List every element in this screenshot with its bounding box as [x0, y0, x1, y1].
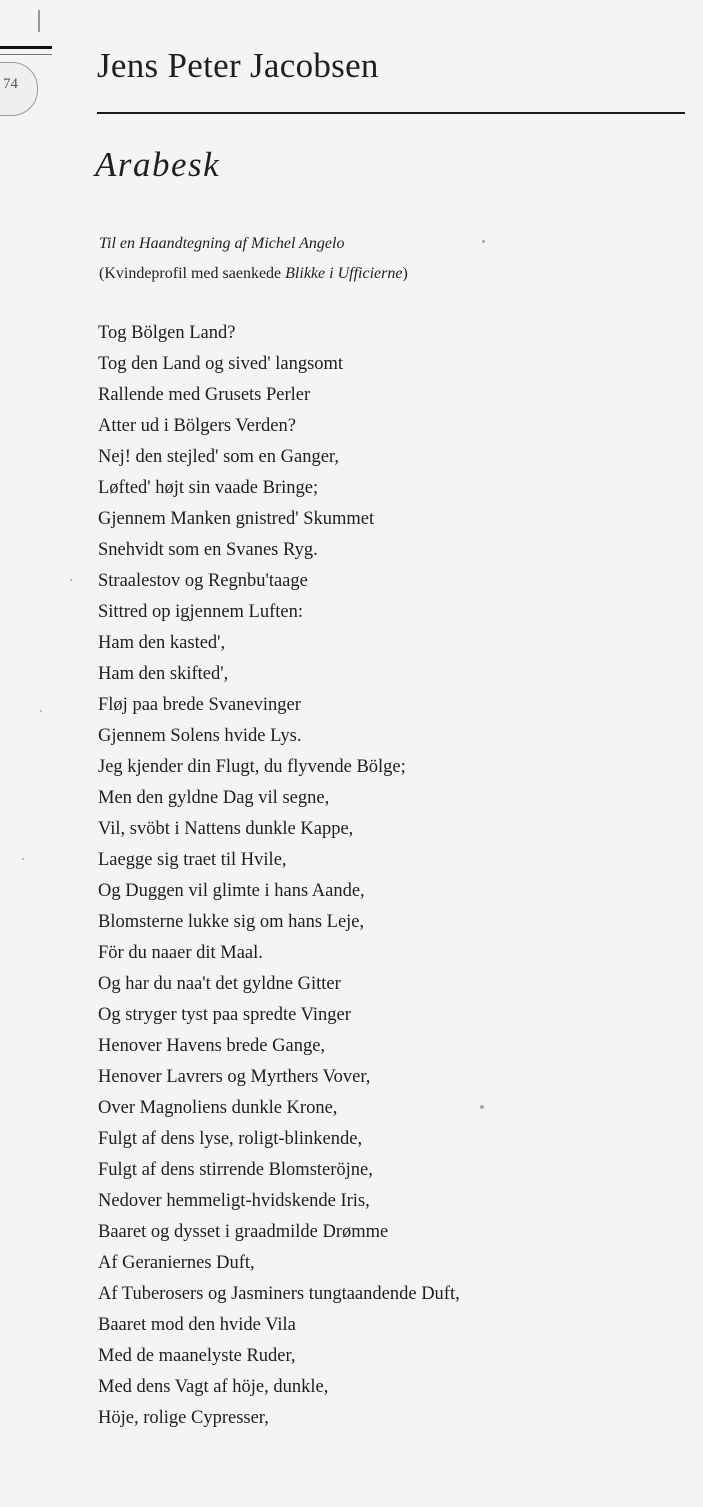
dedication-line-2-prefix: (Kvindeprofil med saenkede: [99, 265, 286, 282]
poem-line: Fulgt af dens stirrende Blomsteröjne,: [98, 1160, 373, 1180]
dedication-line-1: Til en Haandtegning af Michel Angelo: [99, 235, 345, 252]
dedication-line-2: [99, 259, 408, 289]
dedication-line-2-suffix: ): [402, 265, 408, 282]
poem-line: Med dens Vagt af höje, dunkle,: [98, 1377, 329, 1397]
poem-line: Og har du naa't det gyldne Gitter: [98, 974, 341, 994]
poem-line: Snehvidt som en Svanes Ryg.: [98, 540, 318, 560]
poem-line: Over Magnoliens dunkle Krone,: [98, 1098, 338, 1118]
poem-line: Jeg kjender din Flugt, du flyvende Bölge;: [98, 757, 406, 777]
poem-line: Og Duggen vil glimte i hans Aande,: [98, 881, 365, 901]
scan-speck: [40, 710, 42, 712]
poem-line: Atter ud i Bölgers Verden?: [98, 416, 296, 436]
poem-line: Straalestov og Regnbu'taage: [98, 571, 308, 591]
poem-line: Tog Bölgen Land?: [98, 323, 236, 343]
poem-line: Men den gyldne Dag vil segne,: [98, 788, 330, 808]
dedication-line-2-italic: Blikke i Ufficierne: [285, 265, 403, 282]
poem-line: Ham den kasted',: [98, 633, 226, 653]
scan-speck: [482, 240, 485, 243]
poem-line: Tog den Land og sived' langsomt: [98, 354, 344, 374]
poem-line: Løfted' højt sin vaade Bringe;: [98, 478, 319, 498]
author-heading: Jens Peter Jacobsen: [97, 46, 379, 85]
poem-line: Og stryger tyst paa spredte Vinger: [98, 1005, 351, 1025]
poem-line: Baaret mod den hvide Vila: [98, 1315, 296, 1335]
poem-line: Med de maanelyste Ruder,: [98, 1346, 296, 1366]
scan-speck: [70, 579, 72, 581]
poem-line: Fløj paa brede Svanevinger: [98, 695, 301, 715]
poem-line: Sittred op igjennem Luften:: [98, 602, 303, 622]
poem-line: Höje, rolige Cypresser,: [98, 1408, 269, 1428]
poem-line: Af Tuberosers og Jasminers tungtaandende Duft,: [98, 1284, 460, 1304]
poem-dedication: [99, 229, 408, 289]
poem-line: Gjennem Manken gnistred' Skummet: [98, 509, 375, 529]
poem-line: Vil, svöbt i Nattens dunkle Kappe,: [98, 819, 354, 839]
poem-line: Henover Havens brede Gange,: [98, 1036, 326, 1056]
poem-line: Gjennem Solens hvide Lys.: [98, 726, 302, 746]
header-divider: [97, 112, 685, 114]
poem-body: [98, 318, 460, 1434]
poem-line: Af Geraniernes Duft,: [98, 1253, 255, 1273]
poem-line: Ham den skifted',: [98, 664, 229, 684]
poem-line: Fulgt af dens lyse, roligt-blinkende,: [98, 1129, 363, 1149]
poem-line: Nej! den stejled' som en Ganger,: [98, 447, 339, 467]
scan-speck: [480, 1105, 484, 1109]
poem-title: Arabesk: [95, 145, 221, 184]
poem-line: Rallende med Grusets Perler: [98, 385, 311, 405]
poem-line: Baaret og dysset i graadmilde Drømme: [98, 1222, 389, 1242]
poem-line: Nedover hemmeligt-hvidskende Iris,: [98, 1191, 370, 1211]
margin-rule: [0, 46, 52, 49]
scan-speck: [22, 858, 24, 860]
poem-line: Henover Lavrers og Myrthers Vover,: [98, 1067, 371, 1087]
page-number: 74: [3, 76, 18, 92]
poem-line: För du naaer dit Maal.: [98, 943, 263, 963]
margin-rule-thin: [0, 54, 52, 55]
poem-line: Laegge sig traet til Hvile,: [98, 850, 287, 870]
scan-tick-mark: [38, 10, 40, 32]
poem-line: Blomsterne lukke sig om hans Leje,: [98, 912, 365, 932]
